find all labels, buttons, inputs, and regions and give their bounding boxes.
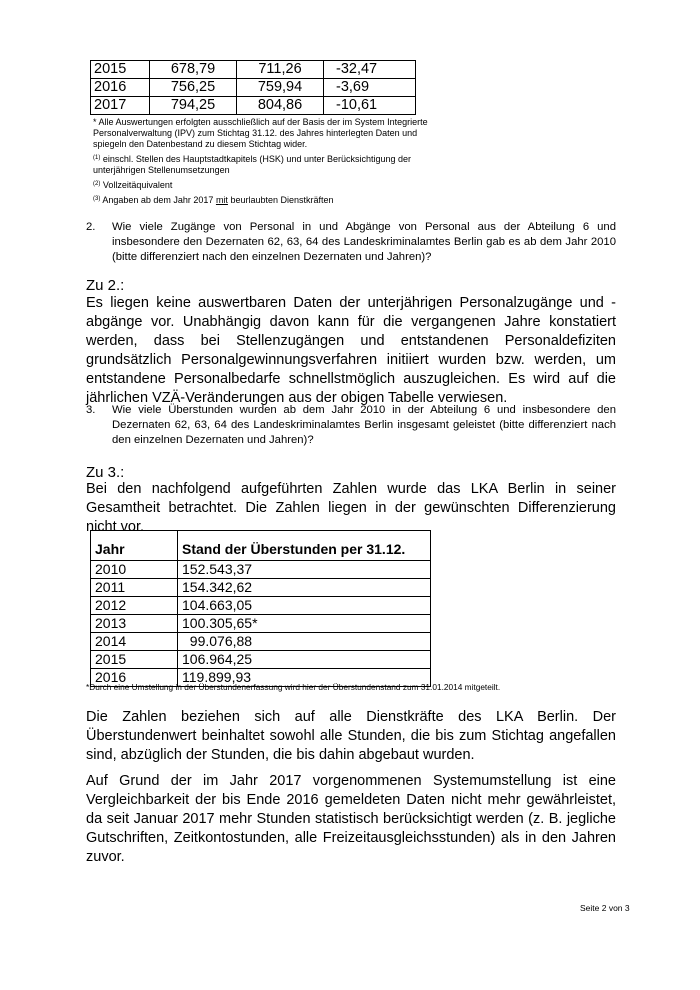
footnote-3: $^{(3)}$ Angaben ab dem Jahr 2017 mit beurlaubten Dienstkräften (93, 195, 334, 205)
table-row (91, 615, 431, 633)
table-cell: 2014 (91, 633, 178, 651)
table-cell: 106.964,25 (178, 651, 431, 669)
table-cell: 804,86 (237, 97, 324, 115)
table-row (91, 561, 431, 579)
table-row (91, 633, 431, 651)
table-cell: 2017 (91, 97, 150, 115)
table-cell: 2012 (91, 597, 178, 615)
overtime-table (90, 530, 431, 687)
table-cell: 794,25 (150, 97, 237, 115)
answer-2-text: Es liegen keine auswertbaren Daten der unterjährigen Personalzugänge und -abgänge vor. Unabhängig davon kann für die vergangenen Jahre konstatiert werden, dass bei Stellenzugängen und entstandenen Personaldefiziten grundsätzlich Personalgewinnungsverfahren initiiert wurden bzw. werden, um entstandene Personalbedarfe schnellstmöglich auszugleichen. Es wird auf die jährlichen VZÄ-Veränderungen aus der obigen Tabelle verwiesen. (86, 295, 616, 406)
table-row (91, 79, 416, 97)
table-cell: 152.543,37 (178, 561, 431, 579)
page-number: Seite 2 von 3 (580, 903, 630, 913)
column-header-year: Jahr (91, 531, 178, 561)
question-text: Wie viele Zugänge von Personal in und Abgänge von Personal aus der Abteilung 6 und insbesondere den Dezernaten 62, 63, 64 des Landeskriminalamtes Berlin gab es ab dem Jahr 2010 (bitte differenziert nach den einzelnen Dezernaten und Jahren)? (112, 221, 616, 263)
table-row (91, 597, 431, 615)
table-row (91, 61, 416, 79)
table-cell: 2015 (91, 61, 150, 79)
question-text: Wie viele Überstunden wurden ab dem Jahr 2010 in der Abteilung 6 und insbesondere den Dezernaten 62, 63, 64 des Landeskriminalamtes Berlin insgesamt geleistet (bitte differenziert nach den einzelnen Dezernaten und Jahren)? (112, 404, 616, 446)
table-cell: 759,94 (237, 79, 324, 97)
footnote-2: $^{(2)}$ Vollzeitäquivalent (93, 180, 173, 190)
table-row (91, 651, 431, 669)
table-cell: 2016 (91, 669, 178, 687)
answer-2-heading: Zu 2.: (86, 277, 125, 294)
table-cell: 711,26 (237, 61, 324, 79)
table-note: *Durch eine Umstellung in der Überstundenerfassung wird hier der Überstundenstand zum 31.01.2014 mitgeteilt. (86, 682, 501, 692)
footnote-general: * Alle Auswertungen erfolgten ausschließlich auf der Basis der im System Integrierte Personalverwaltung (IPV) zum Stichtag 31.12. des Jahres hinterlegten Daten und spiegeln den Datenbestand zu diesem Stichtag wider. (93, 117, 428, 149)
table-cell: 2016 (91, 79, 150, 97)
answer-3-heading: Zu 3.: (86, 464, 125, 481)
table-cell: 2015 (91, 651, 178, 669)
table-row (91, 97, 416, 115)
table-cell: 678,79 (150, 61, 237, 79)
table-cell: -3,69 (324, 79, 416, 97)
paragraph-1: Die Zahlen beziehen sich auf alle Dienstkräfte des LKA Berlin. Der Überstundenwert beinhaltet sowohl alle Stunden, die bis zum Stichtag angefallen sind, abzüglich der Stunden, die bis dahin abgebaut wurden. (86, 709, 616, 763)
question-number: 2. (86, 221, 96, 233)
table-cell: 2013 (91, 615, 178, 633)
footnotes (93, 117, 453, 209)
question-2 (86, 220, 616, 265)
table-cell: -32,47 (324, 61, 416, 79)
table-cell: 2010 (91, 561, 178, 579)
question-3 (86, 403, 616, 448)
table-cell: 119.899,93 (178, 669, 431, 687)
table-cell: 2011 (91, 579, 178, 597)
vza-table (90, 60, 416, 115)
answer-3-text: Bei den nachfolgend aufgeführten Zahlen wurde das LKA Berlin in seiner Gesamtheit betrachtet. Die Zahlen liegen in der gewünschten Differenzierung nicht vor. (86, 481, 616, 535)
column-header-overtime: Stand der Überstunden per 31.12. (178, 531, 431, 561)
question-number: 3. (86, 404, 96, 416)
table-cell: -10,61 (324, 97, 416, 115)
table-cell: 756,25 (150, 79, 237, 97)
table-cell: 154.342,62 (178, 579, 431, 597)
table-cell: 100.305,65* (178, 615, 431, 633)
footnote-1: $^{(1)}$ einschl. Stellen des Hauptstadtkapitels (HSK) und unter Berücksichtigung der unterjährigen Stellenumsetzungen (93, 154, 412, 175)
table-cell: 104.663,05 (178, 597, 431, 615)
table-header-row (91, 531, 431, 561)
table-cell: 99.076,88 (178, 633, 431, 651)
paragraph-2: Auf Grund der im Jahr 2017 vorgenommenen Systemumstellung ist eine Vergleichbarkeit der bis Ende 2016 gemeldeten Daten nicht mehr gewährleistet, da seit Januar 2017 mehr Stunden statistisch berücksichtigt werden (z. B. jegliche Gutschriften, Zeitkontostunden, alle Freizeitausgleichsstunden) als in den Jahren zuvor. (86, 773, 616, 865)
table-row (91, 579, 431, 597)
